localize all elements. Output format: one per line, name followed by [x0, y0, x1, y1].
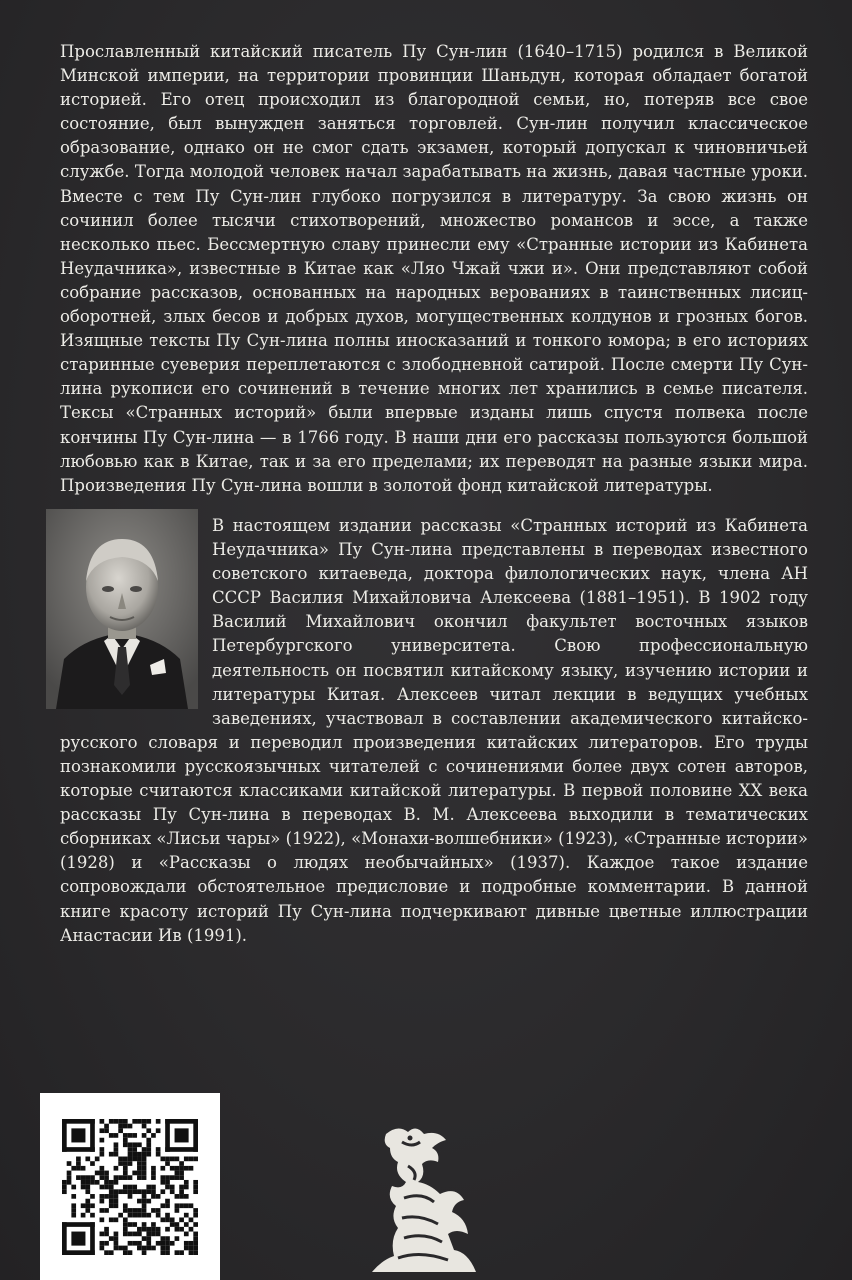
qr-code-icon — [62, 1119, 198, 1255]
qr-code[interactable] — [40, 1093, 220, 1280]
about-translator-paragraph: В настоящем издании рассказы «Странных историй из Кабинета Неудачника» Пу Сун-лина представлены в переводах известного советского китаеведа, доктора филологических наук, члена АН СССР Василия Михайловича Алексеева (1881–1951). В 1902 году Василий Михайлович окончил факультет восточных языков Петербургского университета. Свою профессиональную деятельность он посвятил китайскому языку, изучению истории и литературы Китая. Алексеев читал лекции в ведущих учебных заведениях, участвовал в составлении академического китайско-русского словаря и переводил произведения китайских литераторов. Его труды познакомили русскоязычных читателей с сочинениями более двух сотен авторов, которые считаются классиками китайской литературы. В первой половине XX века рассказы Пу Сун-лина в переводах В. М. Алексеева выходили в тематических сборниках «Лисьи чары» (1922), «Монахи-волшебники» (1923), «Странные истории» (1928) и «Рассказы о людях необычайных» (1937). Каждое такое издание сопровождали обстоятельное предисловие и подробные комментарии. В данной книге красоту историй Пу Сун-лина подчеркивают дивные цветные иллюстрации Анастасии Ив (1991). — [60, 516, 808, 945]
dragon-emblem-icon — [368, 1122, 488, 1274]
about-author-paragraph: Прославленный китайский писатель Пу Сун-лин (1640–1715) родился в Великой Минской империи, на территории провинции Шаньдун, которая обладает богатой историей. Его отец происходил из благородной семьи, но, потеряв все свое состояние, был вынужден заняться торговлей. Сун-лин получил классическое образование, однако он не смог сдать экзамен, который допускал к чиновничьей службе. Тогда молодой человек начал зарабатывать на жизнь, давая частные уроки. Вместе с тем Пу Сун-лин глубоко погрузился в литературу. За свою жизнь он сочинил более тысячи стихотворений, множество романсов и эссе, а также несколько пьес. Бессмертную славу принесли ему «Странные истории из Кабинета Неудачника», известные в Китае как «Ляо Чжай чжи и». Они представляют собой собрание рассказов, основанных на народных верованиях в таинственных лисиц-оборотней, злых бесов и добрых духов, могущественных колдунов и грозных богов. Изящные тексты Пу Сун-лина полны иносказаний и тонкого юмора; в его историях старинные суеверия переплетаются с злободневной сатирой. После смерти Пу Сун-лина рукописи его сочинений в течение многих лет хранились в семье писателя. Тексы «Странных историй» были впервые изданы лишь спустя полвека после кончины Пу Сун-лина — в 1766 году. В наши дни его рассказы пользуются большой любовью как в Китае, так и за его пределами; их переводят на разные языки мира. Произведения Пу Сун-лина вошли в золотой фонд китайской литературы. — [60, 42, 808, 495]
publisher-logo — [368, 1122, 488, 1274]
translator-portrait-photo — [46, 509, 198, 709]
about-translator-section — [60, 514, 808, 948]
